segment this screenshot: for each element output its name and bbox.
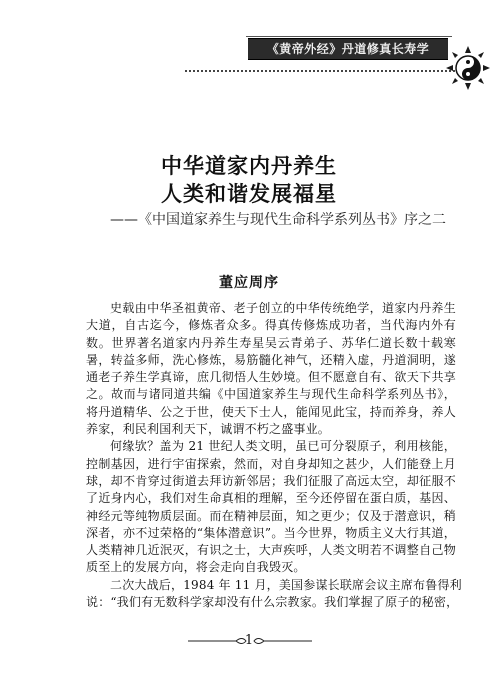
body-line: 大道，自古迄今，修炼者众多。得真传修炼成功者，当代海内外有 (86, 318, 456, 333)
header-dotted-rule (185, 70, 455, 72)
running-header: 《黄帝外经》丹道修真长寿学 (248, 38, 448, 60)
body-line: 之。故而与诸同道共编《中国道家养生与现代生命科学系列丛书》， (86, 387, 456, 402)
body-line: 将丹道精华、公之于世，使天下士人，能闻见此宝，持而养身，养人 (86, 404, 456, 419)
body-line: 深者，亦不过荣格的“集体潜意识”。当今世界，物质主义大行其道， (86, 525, 456, 540)
page-ornament-right (252, 636, 312, 646)
subtitle: ——《中国道家养生与现代生命科学系列丛书》序之二 (110, 212, 446, 228)
body-line: 神经元等纯物质层面。而在精神层面，知之更少；仅及于潜意识，稍 (86, 508, 456, 523)
body-line: 通老子养生学真谛，庶几彻悟人生妙境。但不愿意自有、欲天下共享 (86, 370, 456, 385)
title-line-1: 中华道家内丹养生 (161, 153, 337, 178)
body-line: 球，却不肯穿过街道去拜访新邻居；我们征服了高远太空，却征服不 (86, 473, 456, 488)
body-line: 质至上的发展方向，将会走向自我毁灭。 (86, 560, 306, 575)
title-line-2: 人类和谐发展福星 (161, 181, 337, 206)
body-line: 养家，利民利国利天下，诚谓不朽之盛事业。 (86, 422, 331, 437)
author-heading: 董应周序 (219, 275, 279, 291)
taiji-emblem-icon (444, 44, 492, 92)
body-line: 了近身内心，我们对生命真相的理解，至今还停留在蛋白质，基因、 (86, 491, 456, 506)
body-line: 暑，转益多师，洗心修炼，易筋髓化神气，还精入虚，丹道洞明，遂 (86, 352, 456, 367)
body-line: 说：“我们有无数科学家却没有什么宗教家。我们掌握了原子的秘密， (86, 595, 459, 610)
body-line: 控制基因，进行宇宙探索，然而，对自身却知之甚少，人们能登上月 (86, 456, 456, 471)
body-line: 何缘欤？盖为 21 世纪人类文明，虽已可分裂原子，利用核能， (110, 439, 456, 454)
body-line: 数。世界著名道家内丹养生寿星吴云青弟子、苏华仁道长数十载寒 (86, 335, 456, 350)
body-line: 二次大战后，1984 年 11 月，美国参谋长联席会议主席布鲁得利 (110, 577, 462, 592)
header-rule (246, 36, 452, 37)
page-number: 1 (244, 633, 254, 648)
body-text (86, 300, 462, 611)
body-line: 人类精神几近泯灭，有识之士，大声疾呼，人类文明若不调整自己物 (86, 543, 456, 558)
body-line: 史载由中华圣祖黄帝、老子创立的中华传统绝学，道家内丹养生 (110, 301, 456, 315)
